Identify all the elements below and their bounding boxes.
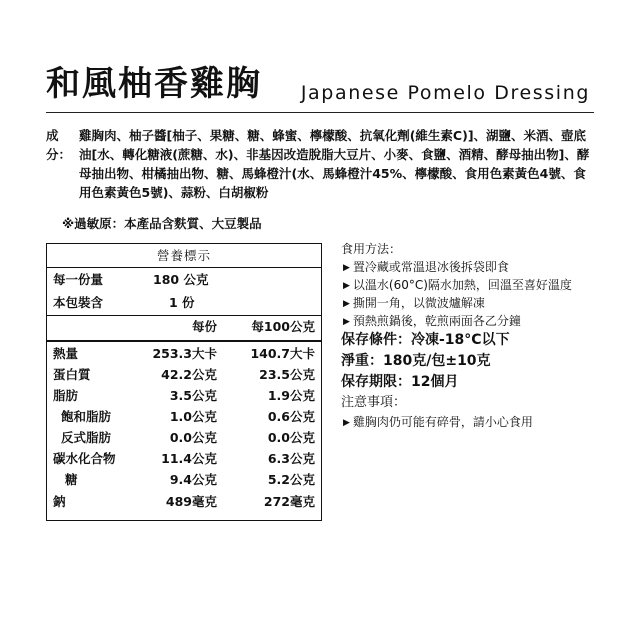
nutrient-saturated-fat-per-100g: 0.6公克 <box>267 409 315 424</box>
nutrient-sugar-per-100g: 5.2公克 <box>267 472 315 487</box>
nutrient-calories-per-100g: 140.7大卡 <box>250 346 315 361</box>
nutrient-name-saturated-fat: 飽和脂肪 <box>61 409 112 424</box>
allergen-notice: ※過敏原：本產品含麩質、大豆製品 <box>62 216 262 231</box>
nutrient-carbohydrate-per-serving: 11.4公克 <box>161 451 217 466</box>
nutrient-saturated-fat-per-serving: 1.0公克 <box>169 409 217 424</box>
usage-heading: 食用方法： <box>341 242 402 256</box>
nutrient-sodium-per-100g: 272毫克 <box>263 494 315 509</box>
triangle-bullet-icon: ▶ <box>343 263 350 273</box>
usage-step-text: 置冷藏或常溫退冰後拆袋即食 <box>352 260 509 274</box>
product-title-english: Japanese Pomelo Dressing <box>300 82 590 104</box>
nutrient-name-trans-fat: 反式脂肪 <box>61 430 112 445</box>
nutrient-name-sodium: 鈉 <box>53 494 66 509</box>
usage-step-text: 預熱煎鍋後，乾煎兩面各乙分鐘 <box>352 314 521 328</box>
usage-step <box>343 312 521 331</box>
nutrient-sugar-per-serving: 9.4公克 <box>169 472 217 487</box>
note-item <box>343 413 533 432</box>
ingredients-label: 成分： <box>46 128 72 162</box>
nutrient-name-carbohydrate: 碳水化合物 <box>53 451 116 466</box>
triangle-bullet-icon: ▶ <box>343 418 350 428</box>
nutrient-fat-per-serving: 3.5公克 <box>169 388 217 403</box>
servings-per-package-value: 1 份 <box>169 295 195 310</box>
storage-condition: 保存條件：冷凍-18°C以下 <box>341 332 510 348</box>
nutrient-trans-fat-per-serving: 0.0公克 <box>169 430 217 445</box>
shelf-life: 保存期限：12個月 <box>341 374 459 390</box>
column-header-per-100g: 每100公克 <box>251 319 315 334</box>
usage-step-text: 以溫水(60°C)隔水加熱，回溫至喜好溫度 <box>352 278 572 292</box>
servings-per-package-label: 本包裝含 <box>53 295 104 310</box>
nutrient-protein-per-serving: 42.2公克 <box>161 367 217 382</box>
nutrition-divider <box>47 315 321 316</box>
nutrition-divider-thick <box>47 340 321 342</box>
nutrient-trans-fat-per-100g: 0.0公克 <box>267 430 315 445</box>
usage-step <box>343 276 572 295</box>
title-row <box>46 64 594 116</box>
nutrient-name-protein: 蛋白質 <box>53 367 91 382</box>
triangle-bullet-icon: ▶ <box>343 281 350 291</box>
nutrient-fat-per-100g: 1.9公克 <box>267 388 315 403</box>
net-weight: 淨重：180克/包±10克 <box>341 353 491 369</box>
serving-size-value: 180 公克 <box>153 272 209 287</box>
usage-step <box>343 258 509 277</box>
nutrition-heading: 營養標示 <box>47 244 321 268</box>
notes-heading: 注意事項： <box>341 395 407 410</box>
usage-step <box>343 294 485 313</box>
nutrition-facts-table <box>46 243 322 521</box>
nutrient-calories-per-serving: 253.3大卡 <box>152 346 217 361</box>
column-header-per-serving: 每份 <box>191 319 217 334</box>
nutrient-name-calories: 熱量 <box>53 346 79 361</box>
usage-step-text: 撕開一角，以微波爐解凍 <box>352 296 485 310</box>
ingredients-text: 雞胸肉、柚子醬[柚子、果糖、糖、蜂蜜、檸檬酸、抗氧化劑(維生素C)]、湖鹽、米酒、壺底油[水、轉化糖液(蔗糖、水)、非基因改造脫脂大豆片、小麥、食鹽、酒精、酵母抽出物]、酵母抽出物、柑橘抽出物、糖、馬蜂橙汁(水、馬蜂橙汁45%、檸檬酸、食用色素黃色4號、食用色素黃色5號)、蒜粉、白胡椒粉 <box>79 128 590 200</box>
title-divider <box>46 112 594 113</box>
note-text: 雞胸肉仍可能有碎骨，請小心食用 <box>352 415 533 429</box>
triangle-bullet-icon: ▶ <box>343 317 350 327</box>
triangle-bullet-icon: ▶ <box>343 299 350 309</box>
nutrient-carbohydrate-per-100g: 6.3公克 <box>267 451 315 466</box>
nutrient-name-sugar: 糖 <box>65 472 78 487</box>
product-title: 和風柚香雞胸 <box>46 64 262 104</box>
nutrient-sodium-per-serving: 489毫克 <box>165 494 217 509</box>
serving-size-label: 每一份量 <box>53 272 104 287</box>
nutrient-protein-per-100g: 23.5公克 <box>259 367 315 382</box>
nutrient-name-fat: 脂肪 <box>53 388 79 403</box>
